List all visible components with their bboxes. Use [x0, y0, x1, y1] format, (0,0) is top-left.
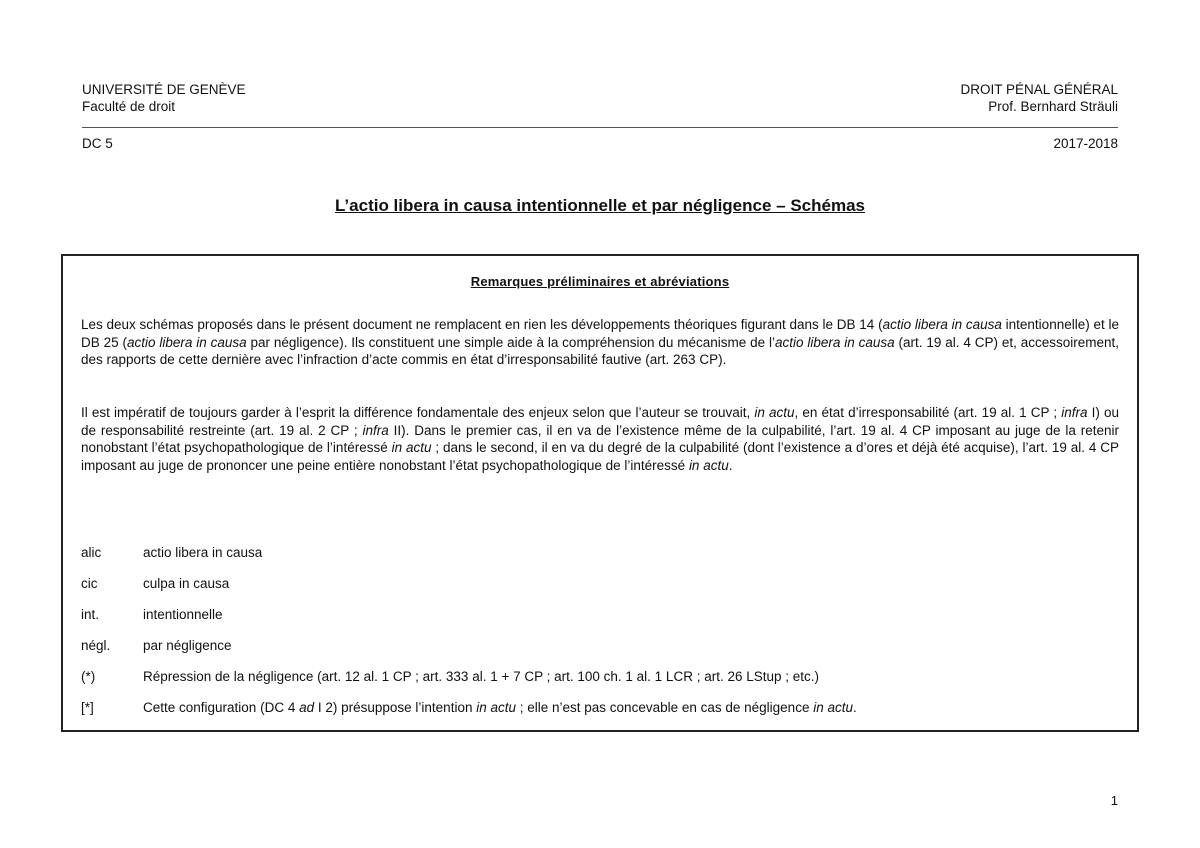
text-run: ; dans le second, il en va du degré de la culpabilité (dont l’existence a d’ores et déjà été acquise), l’art. 19 al. 4 CP imposant au juge de prononcer une peine entière nonobstant l’état psychopathologique de l’intéressé	[81, 440, 1119, 473]
abbreviation-meaning: Répression de la négligence (art. 12 al. 1 CP ; art. 333 al. 1 + 7 CP ; art. 100 ch. 1 al. 1 LCR ; art. 26 LStup ; etc.)	[143, 669, 820, 684]
text-run: Il est impératif de toujours garder à l’esprit la différence fondamentale des enjeux selon que l’auteur se trouvait,	[81, 405, 755, 420]
text-run: ; elle n’est pas concevable en cas de négligence	[516, 700, 814, 715]
text-run: I 2) présuppose l’intention	[314, 700, 477, 715]
text-run: I) ou de responsabilité restreinte (art. 19 al. 2 CP ;	[81, 405, 1120, 438]
text-run: par négligence). Ils constituent une simple aide à la compréhension du mécanisme de l’	[246, 334, 775, 350]
text-run-italic: in actu	[476, 700, 516, 715]
text-run-italic: actio libera in causa	[882, 317, 1002, 332]
text-run: Cette configuration (DC 4	[143, 700, 300, 715]
abbreviation-key: [*]	[81, 700, 94, 715]
header-right	[960, 81, 1118, 115]
document-title: L’actio libera in causa intentionnelle et par négligence – Schémas	[334, 196, 865, 215]
text-run: intentionnelle) et le DB 25 (	[81, 317, 1119, 350]
text-run: (art. 19 al. 4 CP) et, accessoirement, des rapports de cette dernière avec l’infraction d’acte commis en état d’irresponsabilité fautive (art. 263 CP).	[81, 334, 1119, 367]
abbreviation-key: négl.	[81, 638, 111, 653]
faculty-name: Faculté de droit	[82, 99, 176, 114]
text-run: II). Dans le premier cas, il en va de l’existence même de la culpabilité, l’art. 19 al. 4 CP imposant au juge de la retenir nonobstant l’état psychopathologique de l’intéressé	[81, 422, 1119, 455]
abbreviation-meaning: culpa in causa	[143, 576, 230, 591]
abbreviation-meaning	[143, 700, 857, 715]
abbreviation-key: alic	[81, 545, 102, 560]
academic-year: 2017-2018	[1053, 136, 1118, 151]
abbreviation-meaning: par négligence	[143, 638, 232, 653]
text-run: , en état d’irresponsabilité (art. 19 al. 1 CP ;	[794, 405, 1062, 420]
header-divider	[82, 127, 1118, 128]
header-left	[82, 81, 246, 115]
text-run-italic: infra	[1061, 405, 1088, 420]
paragraph-1	[81, 316, 1119, 369]
course-name: DROIT PÉNAL GÉNÉRAL	[960, 82, 1118, 97]
paragraph-2	[81, 404, 1119, 474]
text-run-italic: in actu	[754, 405, 795, 420]
university-name: UNIVERSITÉ DE GENÈVE	[82, 82, 246, 97]
remarks-heading: Remarques préliminaires et abréviations	[470, 274, 730, 289]
text-run: .	[852, 700, 857, 715]
remarks-box	[61, 254, 1139, 732]
page-number: 1	[1110, 793, 1118, 808]
document-code: DC 5	[82, 136, 113, 151]
text-run-italic: actio libera in causa	[127, 334, 247, 350]
text-run-italic: in actu	[688, 457, 729, 473]
text-run-italic: ad	[299, 700, 315, 715]
abbreviation-key: cic	[81, 576, 98, 591]
abbreviation-meaning: actio libera in causa	[143, 545, 263, 560]
text-run: Les deux schémas proposés dans le présent document ne remplacent en rien les développements théoriques figurant dans le DB 14 (	[81, 317, 883, 332]
professor-name: Prof. Bernhard Sträuli	[988, 99, 1118, 114]
text-run: .	[728, 457, 733, 473]
text-run-italic: actio libera in causa	[774, 334, 895, 350]
text-run-italic: in actu	[813, 700, 853, 715]
text-run-italic: in actu	[391, 440, 432, 455]
text-run-italic: infra	[362, 422, 389, 438]
abbreviation-key: (*)	[81, 669, 96, 684]
abbreviation-meaning: intentionnelle	[143, 607, 223, 622]
abbreviation-key: int.	[81, 607, 100, 622]
